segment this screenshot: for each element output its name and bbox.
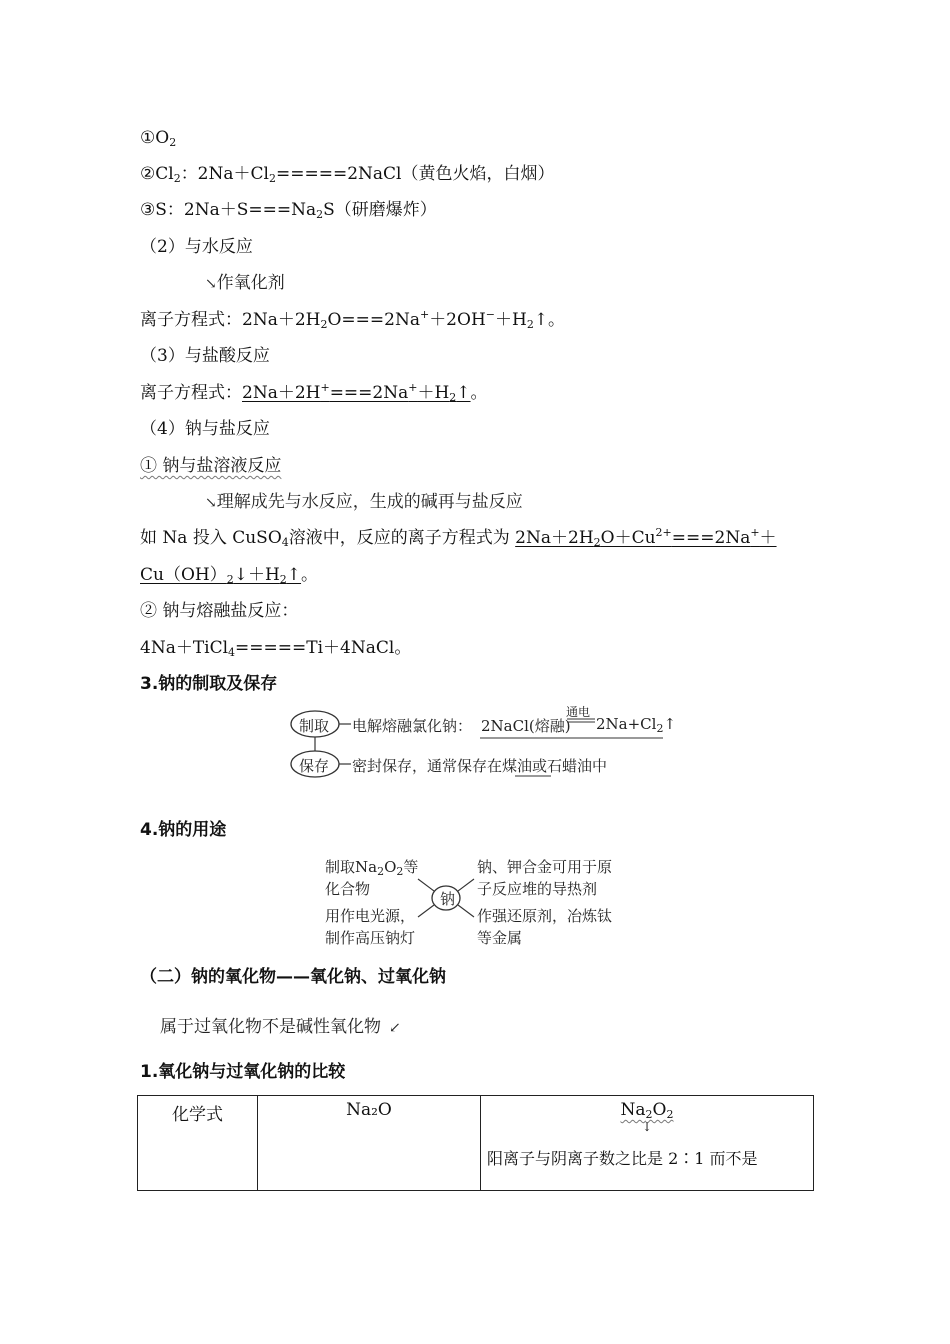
use-coolant-2: 子反应堆的导热剂 bbox=[477, 880, 598, 898]
table-cell: Na₂O bbox=[258, 1096, 481, 1191]
node-prepare: 制取 bbox=[299, 717, 330, 735]
down-arrow-icon: ↓ bbox=[641, 1120, 653, 1134]
line-cuso4: 如 Na 投入 CuSO$_4$溶液中，反应的离子方程式为 $2Na+2H_2O+Cu^{2+}===2Na^++$ bbox=[140, 526, 777, 549]
prepare-text: 电解熔融氯化钠： bbox=[352, 717, 473, 735]
node-sodium: 钠 bbox=[440, 890, 456, 908]
annotation-oxidant: ↘作氧化剂 bbox=[205, 273, 285, 293]
use-light-2: 制作高压钠灯 bbox=[325, 929, 416, 947]
use-compounds: 制取$Na_2O_2$等 bbox=[325, 858, 419, 878]
prepare-products: $2Na+Cl_2↑$ bbox=[596, 715, 677, 735]
table-cell bbox=[481, 1096, 814, 1191]
annotation-peroxide: 属于过氧化物不是碱性氧化物 ↙ bbox=[160, 1017, 401, 1037]
heading-oxides: （二）钠的氧化物——氧化钠、过氧化钠 bbox=[140, 967, 446, 987]
prepare-equation: 2NaCl(熔融) bbox=[481, 717, 571, 735]
table-row bbox=[138, 1096, 814, 1191]
na2o2-formula: $Na_2O_2$ bbox=[620, 1100, 674, 1121]
use-reductant: 作强还原剂，冶炼钛 bbox=[477, 907, 613, 925]
line-water-equation: 离子方程式：$2Na+2H_2O===2Na^++2OH^-+H_2↑$。 bbox=[140, 308, 566, 331]
use-reductant-2: 等金属 bbox=[477, 929, 523, 947]
hook-arrow-icon: ↘ bbox=[205, 495, 217, 511]
line-acid-equation: 离子方程式：$2Na+2H^+===2Na^++H_2↑$。 bbox=[140, 381, 488, 404]
hook-arrow-icon: ↘ bbox=[205, 276, 217, 292]
line-salt-solution: ① 钠与盐溶液反应 bbox=[140, 456, 282, 476]
line-s: ③S：$2Na+S===Na_2S$（研磨爆炸） bbox=[140, 200, 437, 221]
use-light: 用作电光源， bbox=[325, 907, 416, 925]
line-cuoh2: $Cu(OH)_2↓+H_2↑$。 bbox=[140, 565, 319, 586]
store-text: 密封保存，通常保存在煤油或石蜡油中 bbox=[352, 757, 608, 775]
line-cl2: $②Cl_2$：$2Na+Cl_2=====2NaCl$（黄色火焰，白烟） bbox=[140, 164, 555, 185]
annotation-salt: ↘理解成先与水反应，生成的碱再与盐反应 bbox=[205, 492, 523, 512]
use-coolant: 钠、钾合金可用于原 bbox=[477, 858, 613, 876]
node-store: 保存 bbox=[299, 757, 330, 775]
prepare-condition: 通电 bbox=[566, 705, 591, 719]
table-cell: 化学式 bbox=[138, 1096, 258, 1191]
curved-arrow-icon: ↙ bbox=[389, 1020, 401, 1036]
comparison-table bbox=[137, 1095, 814, 1191]
heading-acid: （3）与盐酸反应 bbox=[140, 346, 270, 366]
line-ticl4: 4Na＋TiCl$_4$=====Ti＋4NaCl。 bbox=[140, 638, 412, 659]
heading-water: （2）与水反应 bbox=[140, 237, 253, 257]
heading-preparation: 3.钠的制取及保存 bbox=[140, 674, 278, 694]
use-compounds-2: 化合物 bbox=[325, 880, 371, 898]
line-o2: $①O_2$ bbox=[140, 128, 177, 149]
heading-comparison: 1.氧化钠与过氧化钠的比较 bbox=[140, 1062, 346, 1082]
heading-uses: 4.钠的用途 bbox=[140, 820, 227, 840]
line-molten-salt: ② 钠与熔融盐反应： bbox=[140, 601, 299, 621]
heading-salt: （4）钠与盐反应 bbox=[140, 419, 270, 439]
ion-ratio-note: 阳离子与阴离子数之比是 2∶1 而不是 bbox=[487, 1149, 758, 1168]
